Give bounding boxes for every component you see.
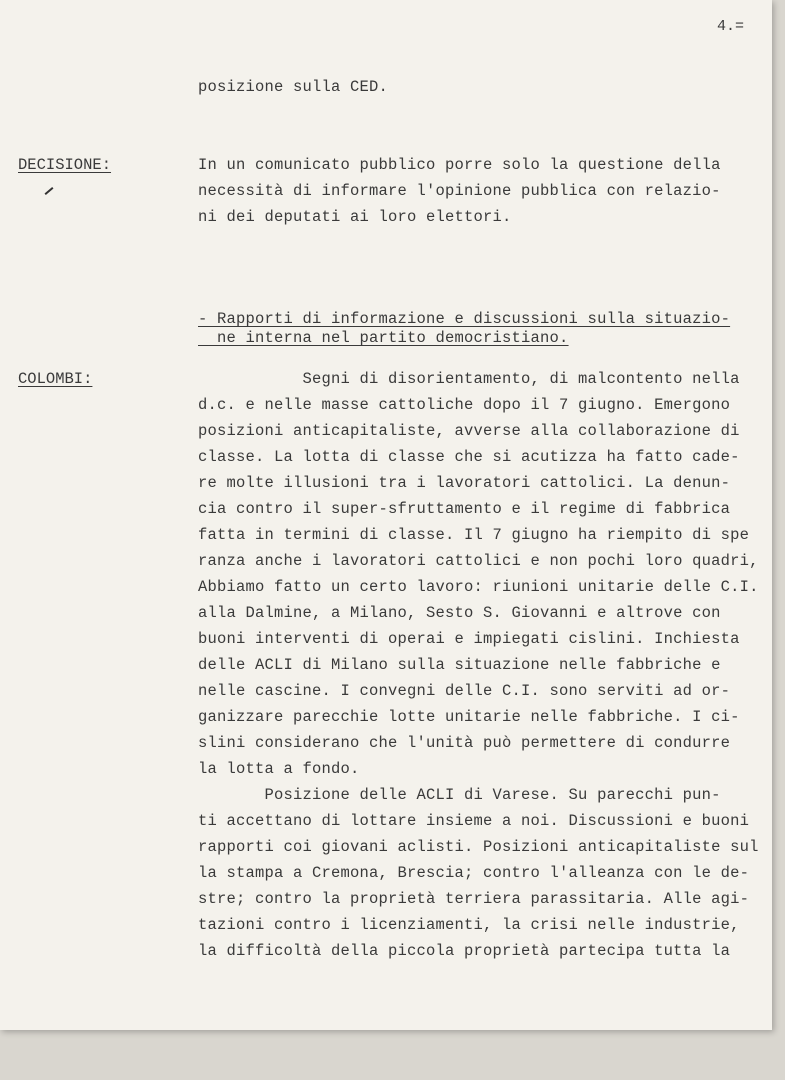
body-line: re molte illusioni tra i lavoratori cattolici. La denun- bbox=[198, 474, 731, 492]
decisione-label: DECISIONE: bbox=[18, 156, 112, 174]
body-line: cia contro il super-sfruttamento e il regime di fabbrica bbox=[198, 500, 731, 518]
decisione-line: ni dei deputati ai loro elettori. bbox=[198, 208, 512, 226]
body-line: classe. La lotta di classe che si acutizza ha fatto cade- bbox=[198, 448, 740, 466]
body-line: ti accettano di lottare insieme a noi. Discussioni e buoni bbox=[198, 812, 750, 830]
decisione-line: necessità di informare l'opinione pubblica con relazio- bbox=[198, 182, 721, 200]
body-line: Posizione delle ACLI di Varese. Su parecchi pun- bbox=[198, 786, 721, 804]
body-line: la stampa a Cremona, Brescia; contro l'alleanza con le de- bbox=[198, 864, 750, 882]
body-line: nelle cascine. I convegni delle C.I. sono serviti ad or- bbox=[198, 682, 731, 700]
body-line: fatta in termini di classe. Il 7 giugno ha riempito di spe bbox=[198, 526, 750, 544]
body-line: d.c. e nelle masse cattoliche dopo il 7 giugno. Emergono bbox=[198, 396, 731, 414]
body-line: delle ACLI di Milano sulla situazione nelle fabbriche e bbox=[198, 656, 721, 674]
intro-line: posizione sulla CED. bbox=[198, 78, 389, 96]
body-line: posizioni anticapitaliste, avverse alla collaborazione di bbox=[198, 422, 740, 440]
page-number: 4.= bbox=[716, 18, 744, 35]
body-line: stre; contro la proprietà terriera parassitaria. Alle agi- bbox=[198, 890, 750, 908]
colombi-label: COLOMBI: bbox=[18, 370, 93, 388]
body-line: slini considerano che l'unità può permettere di condurre bbox=[198, 734, 731, 752]
body-line: la difficoltà della piccola proprietà partecipa tutta la bbox=[198, 942, 731, 960]
body-line: ganizzare parecchie lotte unitarie nelle fabbriche. I ci- bbox=[198, 708, 740, 726]
heading-line: ne interna nel partito democristiano. bbox=[198, 329, 569, 347]
body-line: Abbiamo fatto un certo lavoro: riunioni unitarie delle C.I. bbox=[198, 578, 759, 596]
body-line: rapporti coi giovani aclisti. Posizioni anticapitaliste sul bbox=[198, 838, 759, 856]
body-line: la lotta a fondo. bbox=[198, 760, 360, 778]
body-line: tazioni contro i licenziamenti, la crisi nelle industrie, bbox=[198, 916, 740, 934]
body-line: buoni interventi di operai e impiegati cislini. Inchiesta bbox=[198, 630, 740, 648]
body-line: ranza anche i lavoratori cattolici e non pochi loro quadri, bbox=[198, 552, 759, 570]
body-line: Segni di disorientamento, di malcontento nella bbox=[198, 370, 740, 388]
decisione-line: In un comunicato pubblico porre solo la questione della bbox=[198, 156, 721, 174]
heading-line: - Rapporti di informazione e discussioni sulla situazio- bbox=[198, 310, 731, 328]
pen-mark bbox=[45, 187, 54, 195]
body-line: alla Dalmine, a Milano, Sesto S. Giovanni e altrove con bbox=[198, 604, 721, 622]
